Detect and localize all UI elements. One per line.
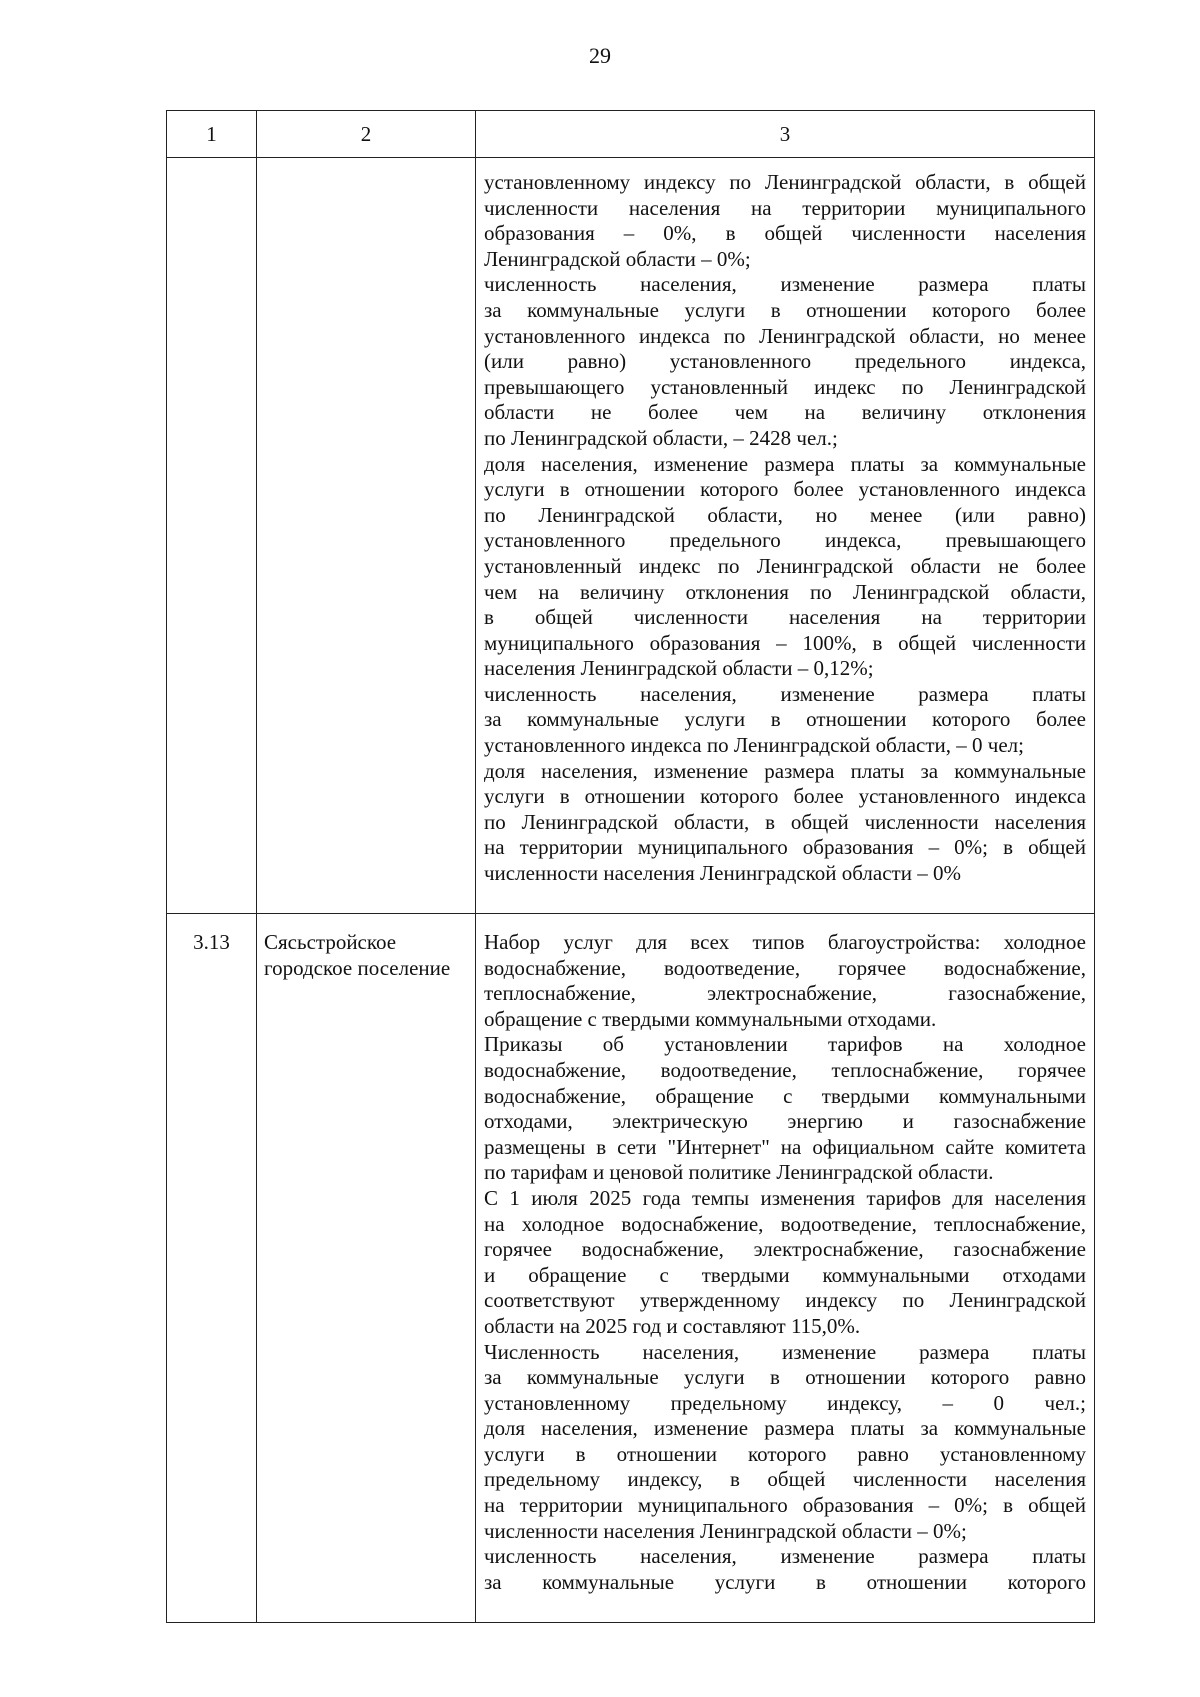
- table-header-row: [167, 111, 1095, 158]
- text-line: соответствуют утвержденному индексу по Ленинградской: [484, 1288, 1086, 1313]
- description-text: [484, 930, 1086, 1595]
- text-line: услуги в отношении которого более установленного индекса: [484, 477, 1086, 502]
- text-line: за коммунальные услуги в отношении которого: [484, 1569, 1086, 1594]
- text-line: численности населения на территории муниципального: [484, 195, 1086, 220]
- text-line: по Ленинградской области, в общей численности населения: [484, 809, 1086, 834]
- text-line: и обращение с твердыми коммунальными отходами: [484, 1262, 1086, 1287]
- text-line: в общей численности населения на территории: [484, 605, 1086, 630]
- page-number: 29: [589, 43, 611, 68]
- text-line: чем на величину отклонения по Ленинградской области,: [484, 579, 1086, 604]
- text-line: горячее водоснабжение, электроснабжение, газоснабжение: [484, 1237, 1086, 1262]
- text-line: услуги в отношении которого более установленного индекса: [484, 784, 1086, 809]
- text-line: численность населения, изменение размера платы: [484, 1544, 1086, 1569]
- municipality-name-cell: [257, 158, 476, 914]
- text-line: на холодное водоснабжение, водоотведение, теплоснабжение,: [484, 1211, 1086, 1236]
- municipality-name-line: городское поселение: [264, 955, 451, 980]
- row-number-cell: 3.13: [167, 914, 257, 1623]
- text-line: установленному индексу по Ленинградской области, в общей: [484, 170, 1086, 194]
- description-cell: [476, 158, 1095, 914]
- text-line: отходами, электрическую энергию и газоснабжение: [484, 1109, 1086, 1134]
- table-row-continuation: [167, 158, 1095, 914]
- text-line: на территории муниципального образования – 0%; в общей: [484, 1493, 1086, 1518]
- text-line: доля населения, изменение размера платы за коммунальные: [484, 451, 1086, 476]
- text-line: теплоснабжение, электроснабжение, газоснабжение,: [484, 981, 1086, 1006]
- text-line: области не более чем на величину отклонения: [484, 400, 1086, 425]
- text-line: населения Ленинградской области – 0,12%;: [484, 656, 874, 681]
- municipality-name-line: Сясьстройское: [264, 930, 397, 954]
- text-line: Набор услуг для всех типов благоустройства: холодное: [484, 930, 1086, 954]
- text-line: доля населения, изменение размера платы за коммунальные: [484, 758, 1086, 783]
- text-line: численность населения, изменение размера платы: [484, 272, 1086, 297]
- text-line: установленному предельному индексу, – 0 чел.;: [484, 1390, 1086, 1415]
- text-line: за коммунальные услуги в отношении которого равно: [484, 1365, 1086, 1390]
- text-line: водоснабжение, водоотведение, горячее водоснабжение,: [484, 955, 1086, 980]
- text-line: численности населения Ленинградской области – 0%: [484, 861, 961, 886]
- text-line: на территории муниципального образования – 0%; в общей: [484, 835, 1086, 860]
- text-line: образования – 0%, в общей численности населения: [484, 221, 1086, 246]
- text-line: водоснабжение, водоотведение, теплоснабжение, горячее: [484, 1057, 1086, 1082]
- text-line: Ленинградской области – 0%;: [484, 246, 751, 271]
- text-line: Численность населения, изменение размера платы: [484, 1339, 1086, 1364]
- header-col-1: 1: [167, 111, 257, 158]
- indicator-table: [166, 110, 1095, 1623]
- text-line: услуги в отношении которого равно установленному: [484, 1441, 1086, 1466]
- text-line: доля населения, изменение размера платы за коммунальные: [484, 1416, 1086, 1441]
- header-col-3: 3: [476, 111, 1095, 158]
- text-line: по Ленинградской области, но менее (или равно): [484, 502, 1086, 527]
- table-row-3-13: [167, 914, 1095, 1623]
- text-line: за коммунальные услуги в отношении которого более: [484, 707, 1086, 732]
- text-line: муниципального образования – 100%, в общей численности: [484, 630, 1086, 655]
- description-text: [484, 170, 1086, 887]
- text-line: размещены в сети "Интернет" на официальном сайте комитета: [484, 1134, 1086, 1159]
- text-line: обращение с твердыми коммунальными отходами.: [484, 1006, 937, 1031]
- text-line: по Ленинградской области, – 2428 чел.;: [484, 425, 838, 450]
- text-line: области на 2025 год и составляют 115,0%.: [484, 1313, 861, 1338]
- text-line: предельному индексу, в общей численности населения: [484, 1467, 1086, 1492]
- municipality-name-cell: [257, 914, 476, 1623]
- text-line: установленный индекс по Ленинградской области не более: [484, 553, 1086, 578]
- text-line: численности населения Ленинградской области – 0%;: [484, 1518, 967, 1543]
- text-line: установленного индекса по Ленинградской области, – 0 чел;: [484, 733, 1024, 758]
- text-line: водоснабжение, обращение с твердыми коммунальными: [484, 1083, 1086, 1108]
- description-cell: [476, 914, 1095, 1623]
- text-line: превышающего установленный индекс по Ленинградской: [484, 374, 1086, 399]
- text-line: С 1 июля 2025 года темпы изменения тарифов для населения: [484, 1185, 1086, 1210]
- text-line: за коммунальные услуги в отношении которого более: [484, 297, 1086, 322]
- text-line: Приказы об установлении тарифов на холодное: [484, 1032, 1086, 1057]
- text-line: численность населения, изменение размера платы: [484, 681, 1086, 706]
- row-number-cell: [167, 158, 257, 914]
- text-line: установленного предельного индекса, превышающего: [484, 528, 1086, 553]
- text-line: (или равно) установленного предельного индекса,: [484, 349, 1086, 374]
- header-col-2: 2: [257, 111, 476, 158]
- text-line: установленного индекса по Ленинградской области, но менее: [484, 323, 1086, 348]
- text-line: по тарифам и ценовой политике Ленинградской области.: [484, 1160, 994, 1185]
